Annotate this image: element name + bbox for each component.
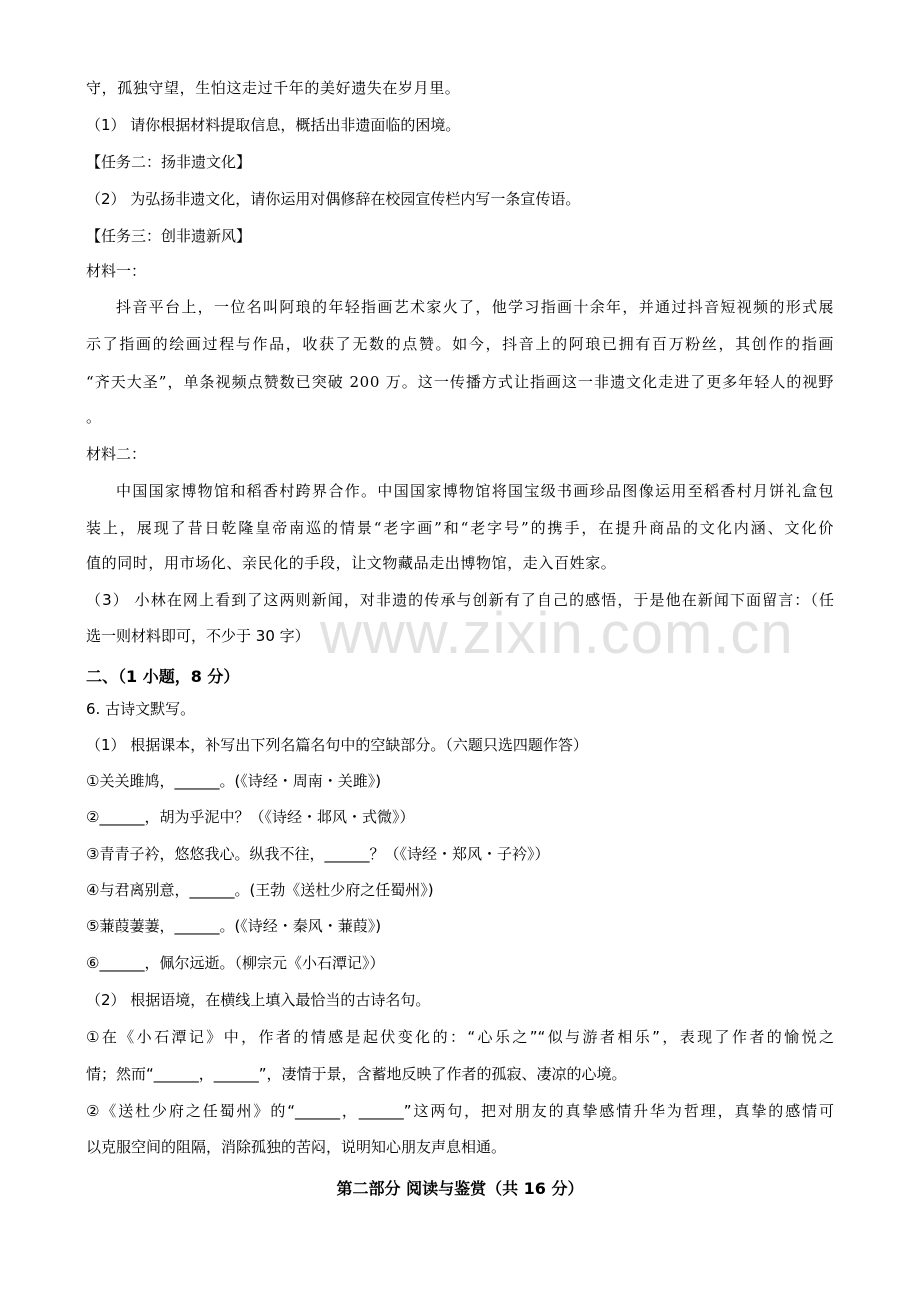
question-2: （2） 为弘扬非遗文化，请你运用对偶修辞在校园宣传栏内写一条宣传语。 (86, 190, 581, 208)
material-2-label: 材料二： (86, 445, 147, 463)
context-question-2-line-1: ②《送杜少府之任蜀州》的“______，______”这两句，把对朋友的真挚感情升华为哲理，真挚的感情可 (86, 1102, 834, 1120)
watermark-text: www.zixin.com.cn (320, 601, 794, 666)
fill-blank-6: ⑥______，佩尔远逝。（柳宗元《小石潭记》） (86, 954, 385, 972)
question-6-1-instruction: （1） 根据课本，补写出下列名篇名句中的空缺部分。（六题只选四题作答） (86, 736, 588, 754)
question-3-line-2: 选一则材料即可，不少于 30 字） (86, 627, 310, 645)
context-question-1-line-1: ①在《小石潭记》中，作者的情感是起伏变化的：“心乐之”“似与游者相乐”，表现了作者的愉悦之 (86, 1028, 834, 1046)
context-question-2-line-2: 以克服空间的阻隔，消除孤独的苦闷，说明知心朋友声息相通。 (86, 1138, 507, 1156)
part-two-heading: 第二部分 阅读与鉴赏（共 16 分） (336, 1179, 584, 1198)
fill-blank-2: ②______，胡为乎泥中？（《诗经・邶风・式微》） (86, 808, 415, 826)
fill-blank-5: ⑤蒹葭萋萋，______。(《诗经・秦风・蒹葭》) (86, 917, 382, 935)
material-1-label: 材料一： (86, 262, 147, 280)
material-1-line-1: 抖音平台上，一位名叫阿琅的年轻指画艺术家火了，他学习指画十余年，并通过抖音短视频的形式展 (116, 298, 834, 316)
material-2-line-3: 值的同时，用市场化、亲民化的手段，让文物藏品走出博物馆，走入百姓家。 (86, 554, 617, 572)
material-2-line-2: 装上，展现了昔日乾隆皇帝南巡的情景“老字画”和“老字号”的携手，在提升商品的文化内涵、文化价 (86, 519, 834, 537)
section-two-heading: 二、（1 小题，8 分） (86, 667, 240, 686)
material-1-line-2: 示了指画的绘画过程与作品，收获了无数的点赞。如今，抖音上的阿琅已拥有百万粉丝，其创作的指画 (86, 335, 834, 353)
fill-blank-4: ④与君离别意，______。(王勃《送杜少府之任蜀州》) (86, 881, 434, 899)
task-3-heading: 【任务三：创非遗新风】 (86, 227, 252, 245)
material-2-line-1: 中国国家博物馆和稻香村跨界合作。中国国家博物馆将国宝级书画珍品图像运用至稻香村月饼礼盒包 (116, 482, 834, 500)
fill-blank-1: ①关关雎鸠，______。(《诗经・周南・关雎》) (86, 772, 382, 790)
question-3-line-1: （3） 小林在网上看到了这两则新闻，对非遗的传承与创新有了自己的感悟，于是他在新闻下面留言：（任 (86, 591, 834, 609)
passage-ending-line: 守，孤独守望，生怕这走过千年的美好遗失在岁月里。 (86, 79, 461, 97)
material-1-line-3: “齐天大圣”，单条视频点赞数已突破 200 万。这一传播方式让指画这一非遗文化走进了更多年轻人的视野 (86, 373, 834, 391)
fill-blank-3: ③青青子衿，悠悠我心。纵我不往，______？（《诗经・郑风・子衿》） (86, 845, 550, 863)
task-2-heading: 【任务二：扬非遗文化】 (86, 153, 252, 171)
question-1: （1） 请你根据材料提取信息，概括出非遗面临的困境。 (86, 116, 461, 134)
question-6-2-instruction: （2） 根据语境，在横线上填入最恰当的古诗名句。 (86, 991, 431, 1009)
context-question-1-line-2: 情；然而“______，______”，凄情于景，含蓄地反映了作者的孤寂、凄凉的心境。 (86, 1065, 627, 1083)
question-6-title: 6. 古诗文默写。 (86, 700, 196, 718)
material-1-line-4: 。 (86, 408, 102, 426)
